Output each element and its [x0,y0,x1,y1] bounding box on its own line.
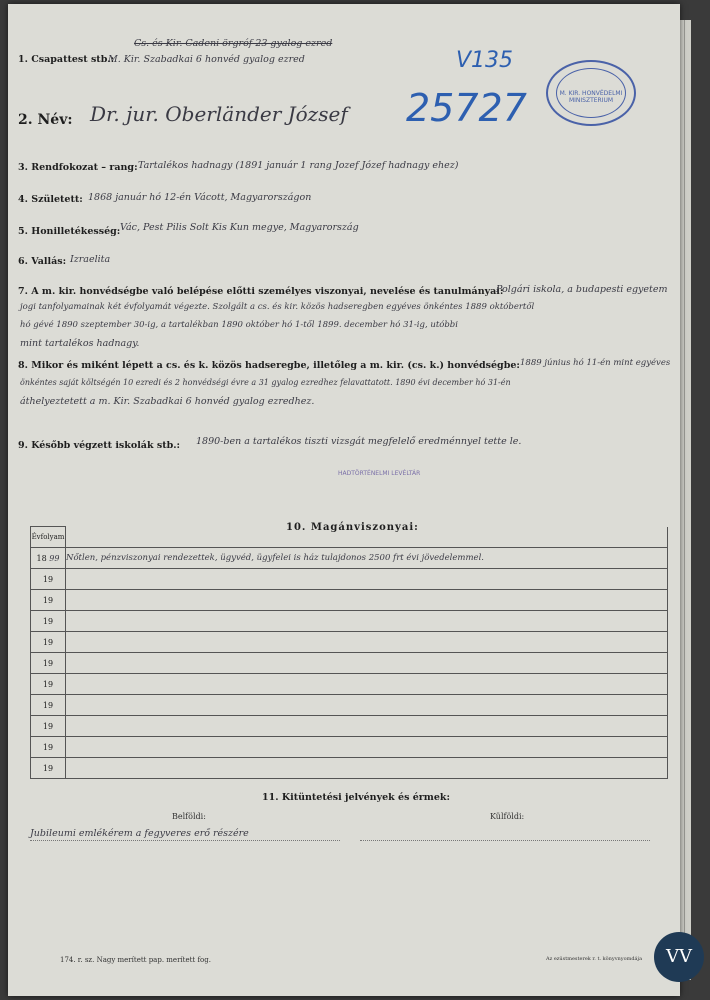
archive-code-handwritten: V135 [456,48,514,73]
row-text: Nőtlen, pénzviszonyai rendezettek, ügyvéd, ügyfelei is ház tulajdonos 2500 frt évi jövedelemmel. [66,553,485,563]
table-row: 19 [31,611,668,632]
field7-line: Polgári iskola, a budapesti egyetem [496,284,668,295]
field2-value: Dr. jur. Oberländer József [90,102,348,126]
table-row: 18 99 Nőtlen, pénzviszonyai rendezettek, ügyvéd, ügyfelei is ház tulajdonos 2500 frt évi jövedelemmel. [31,548,668,569]
archive-number-handwritten: 25727 [406,86,527,130]
table-row: 19 [31,695,668,716]
archive-stamp: HADTÖRTÉNELMI LEVÉLTÁR [338,470,421,477]
kulfoldi-label: Külföldi: [490,812,525,821]
table-row: 19 [31,632,668,653]
field8-label: 8. Mikor és miként lépett a cs. és k. közös hadseregbe, illetőleg a m. kir. (cs. k.) honvédségbe: [18,360,520,371]
divider [30,840,340,841]
belfoldi-label: Belföldi: [172,812,206,821]
field6-label: 6. Vallás: [18,256,67,267]
field1-label: 1. Csapattest stb.: [18,54,115,65]
field1-struck-value: Cs. és Kir. Cadeni örgróf 23 gyalog ezred [134,38,333,49]
section10-title: 10. Magánviszonyai: [286,522,419,533]
table-row: 19 [31,653,668,674]
field7-line: mint tartalékos hadnagy. [20,338,140,349]
field7-line: jogi tanfolyamainak két évfolyamát végezte. Szolgált a cs. és kir. közös hadseregben egyéves önkéntes 1889 októbertől [20,302,535,312]
table-row: 19 [31,758,668,779]
section11-title: 11. Kitüntetési jelvények és érmek: [262,792,450,803]
ministry-seal: M. KIR. HONVÉDELMI MINISZTERIUM [546,60,636,126]
field3-label: 3. Rendfokozat – rang: [18,162,138,173]
field1-value: M. Kir. Szabadkai 6 honvéd gyalog ezred [108,54,305,65]
divider [360,840,650,841]
field3-value: Tartalékos hadnagy (1891 január 1 rang Jozef Józef hadnagy ehez) [138,160,459,171]
table-row: 19 [31,674,668,695]
field8-line: áthelyeztetett a m. Kir. Szabadkai 6 honvéd gyalog ezredhez. [20,396,315,407]
paper-stack-edge [684,20,691,980]
document-page [8,4,680,996]
field8-line: 1889 június hó 11-én mint egyéves [520,358,671,368]
field7-label: 7. A m. kir. honvédségbe való belépése előtti személyes viszonyai, nevelése és tanulmányai: [18,286,504,297]
footer-print-info: 174. r. sz. Nagy merített pap. merített fog. [60,956,211,964]
field4-label: 4. Született: [18,194,83,205]
year-header: Évfolyam [31,527,66,548]
field5-value: Vác, Pest Pilis Solt Kis Kun megye, Magyarország [120,222,359,233]
field9-label: 9. Később végzett iskolák stb.: [18,440,181,451]
field7-line: hó gévé 1890 szeptember 30-ig, a tartalékban 1890 október hó 1-től 1899. december hó 31-ig, utóbbi [20,320,458,330]
field6-value: Izraelita [70,254,111,265]
field8-line: önkéntes saját költségén 10 ezredi és 2 honvédségi évre a 31 gyalog ezredhez felavattatott. 1890 évi december hó 31-én [20,378,511,387]
archive-logo: VV [654,932,704,982]
field9-value: 1890-ben a tartalékos tiszti vizsgát megfelelő eredménnyel tette le. [196,436,522,447]
table-row: 19 [31,737,668,758]
footer-printer: Az ezüstmesterek r. t. könyvnyomdája [546,956,643,962]
field2-label: 2. Név: [18,112,73,128]
belfoldi-value: Jubileumi emlékérem a fegyveres erő részére [30,828,249,839]
field4-value: 1868 január hó 12-én Vácott, Magyarországon [88,192,312,203]
private-circumstances-table [30,526,668,779]
table-row: 19 [31,569,668,590]
table-row: 19 [31,590,668,611]
table-row: 19 [31,716,668,737]
field5-label: 5. Honilletékesség: [18,226,121,237]
